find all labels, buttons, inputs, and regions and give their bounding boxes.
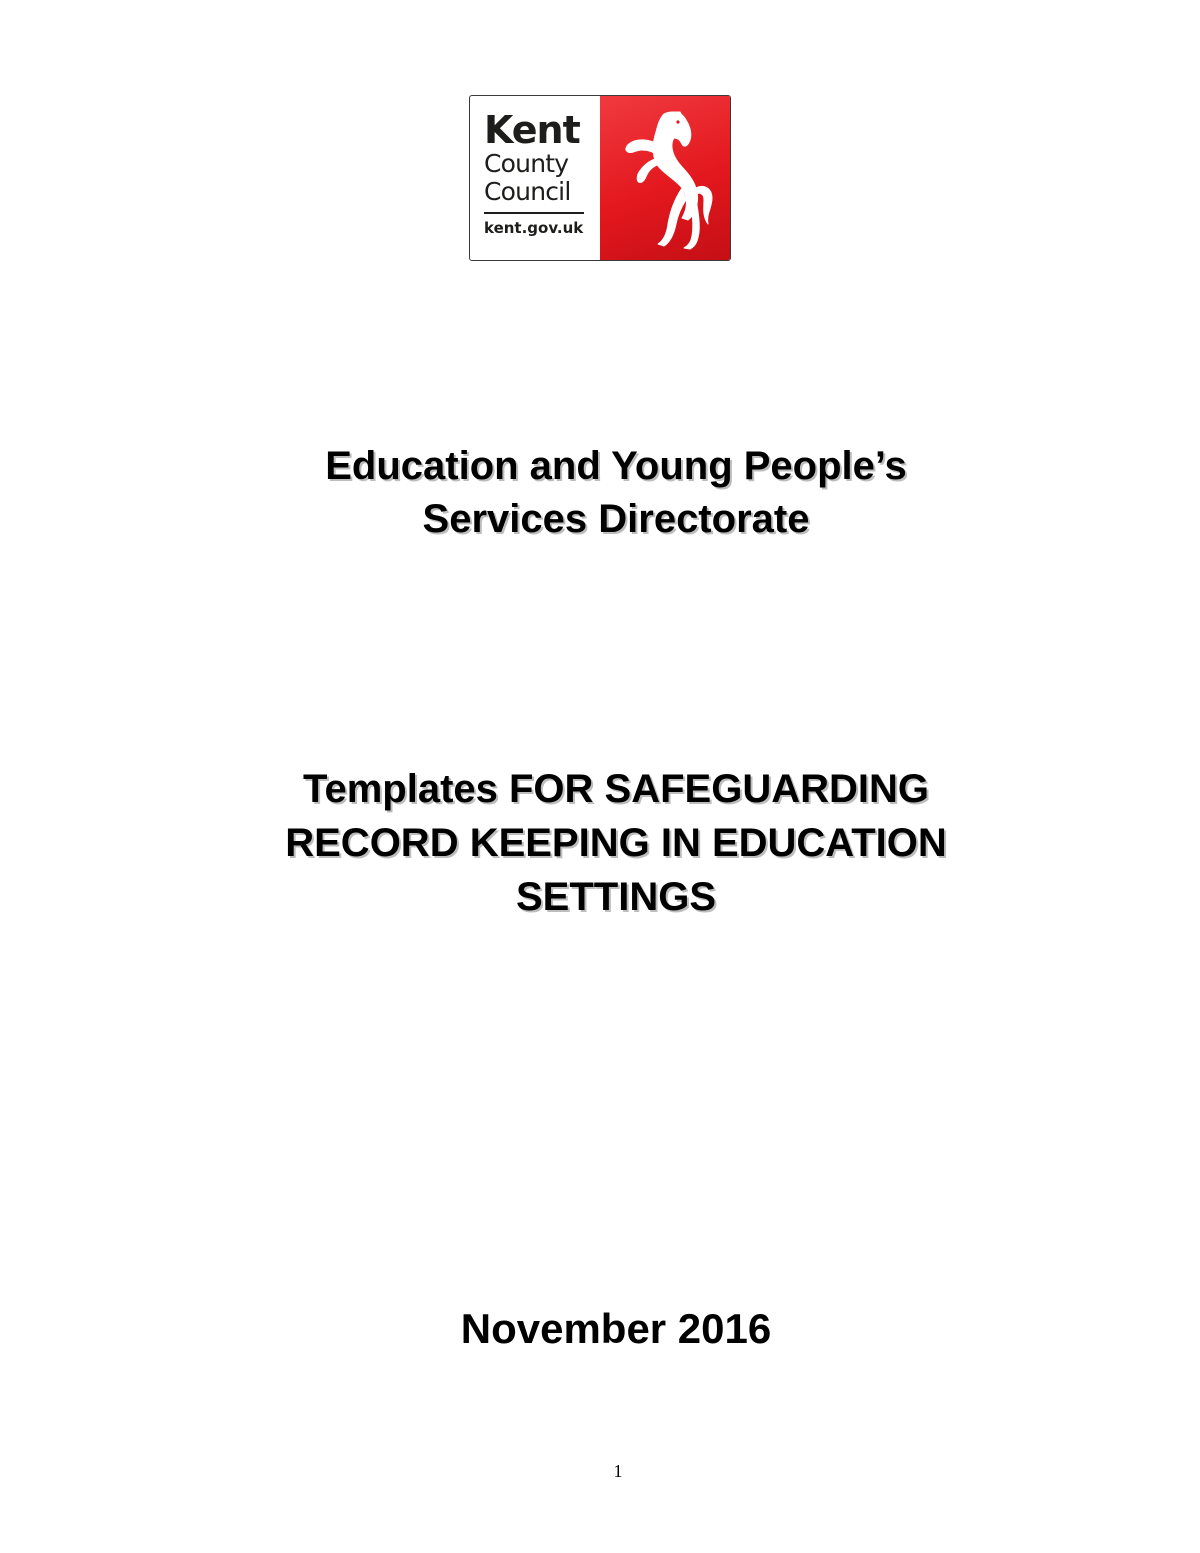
logo-divider (484, 212, 584, 214)
document-title-line-3: SETTINGS (515, 875, 717, 919)
logo-county-text: County (484, 149, 569, 178)
document-date: November 2016 (460, 1305, 772, 1352)
directorate-heading (0, 440, 1200, 546)
document-title-line-2: RECORD KEEPING IN EDUCATION (285, 821, 947, 865)
logo-red-panel (600, 96, 730, 260)
page-number: 1 (613, 1461, 623, 1481)
logo-url-text: kent.gov.uk (484, 219, 584, 237)
logo-council-text: Council (484, 177, 571, 206)
white-horse-icon (612, 104, 722, 254)
logo-wordmark (470, 96, 600, 260)
directorate-heading-line-2: Services Directorate (422, 497, 810, 541)
logo-kent-text: Kent (484, 108, 580, 152)
document-title (0, 762, 1200, 924)
directorate-heading-line-1: Education and Young People’s (325, 444, 907, 488)
document-title-line-1: Templates FOR SAFEGUARDING (303, 767, 929, 811)
kent-county-council-logo (469, 95, 731, 261)
